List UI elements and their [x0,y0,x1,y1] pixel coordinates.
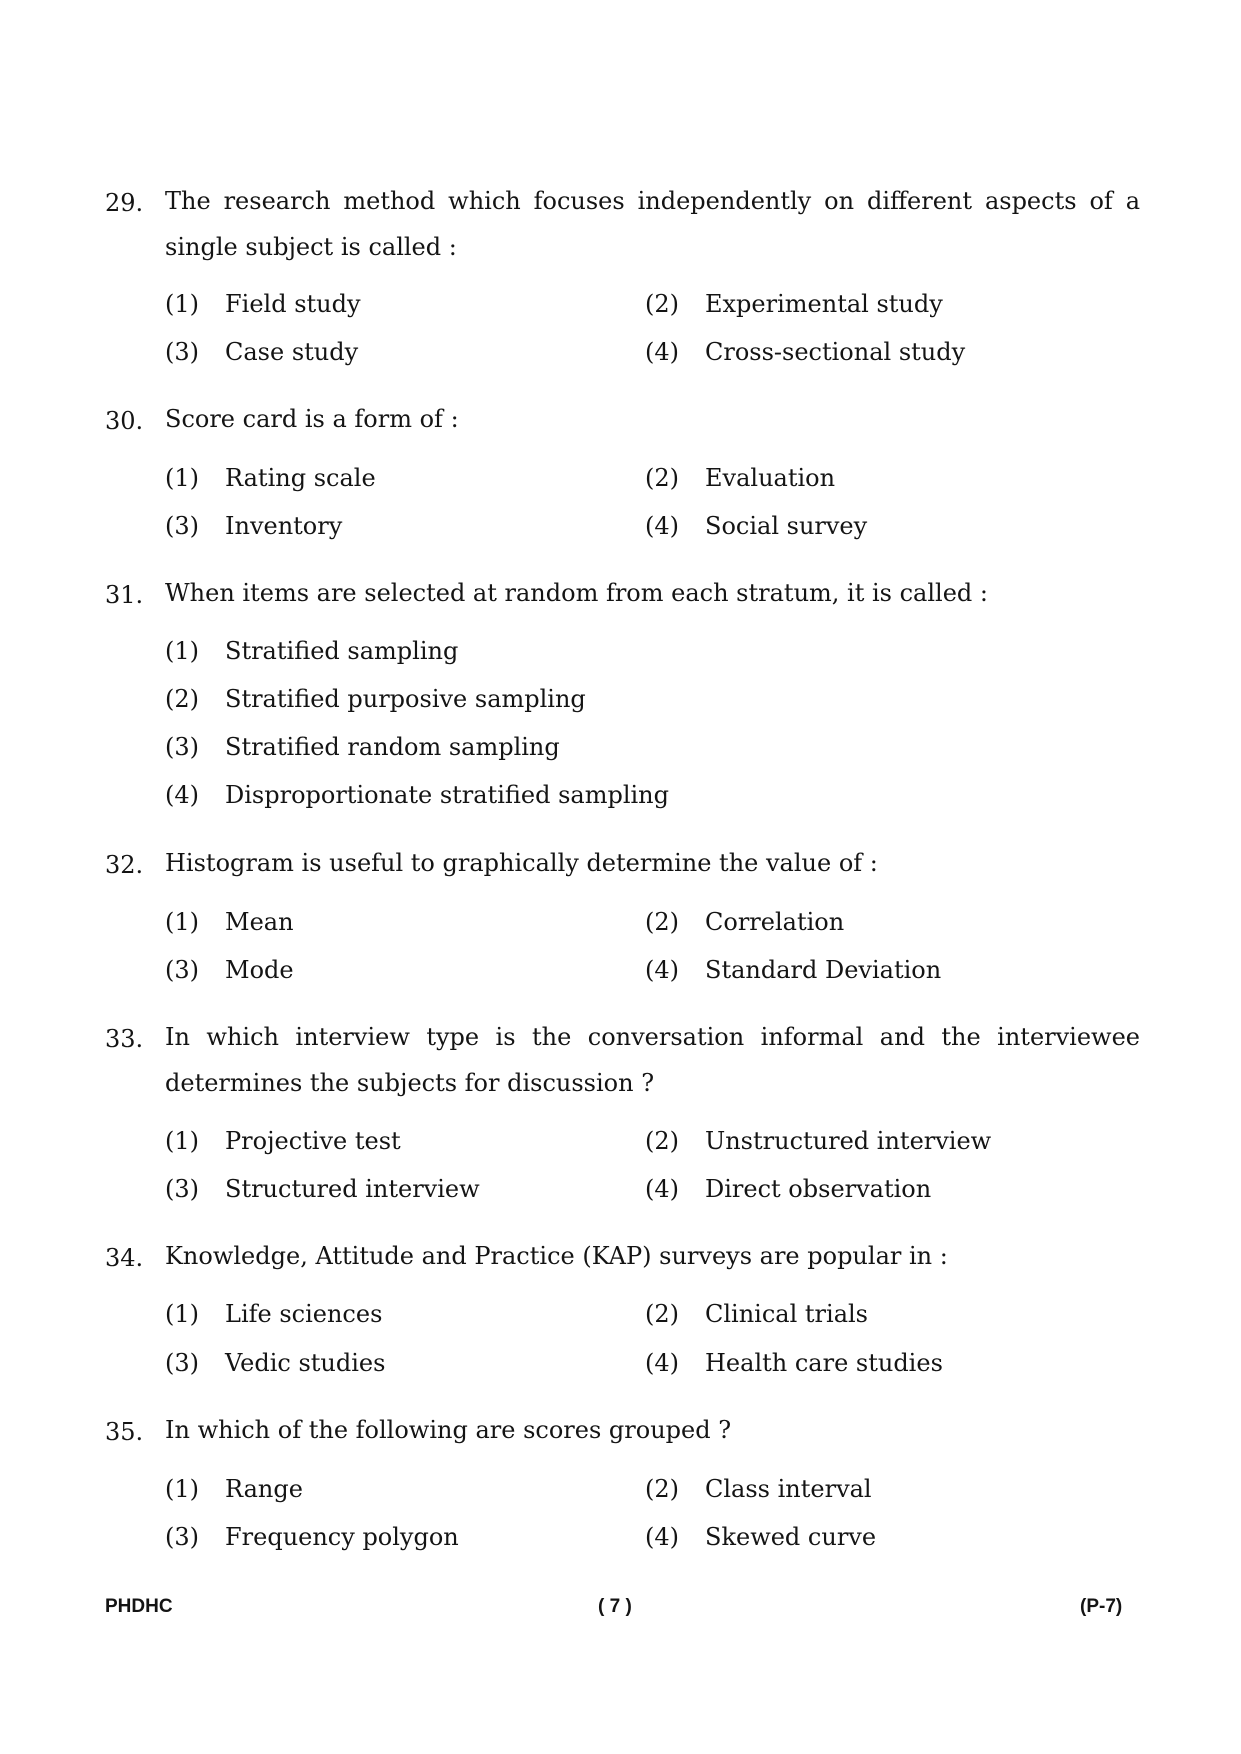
question-text: When items are selected at random from each stratum, it is called : [165,579,988,607]
page-code: (P-7) [1080,1596,1123,1617]
footer-code: PHDHC [105,1596,173,1617]
question-number: 35. [105,1418,144,1446]
question-text: Score card is a form of : [165,405,459,433]
question-number: 33. [105,1025,144,1053]
question-number: 29. [105,189,144,217]
question-number: 31. [105,581,144,609]
question-text: Knowledge, Attitude and Practice (KAP) surveys are popular in : [165,1242,948,1270]
question-text: In which interview type is the conversation informal and the interviewee determines the subjects for discussion ? [165,1023,1140,1097]
question-text: Histogram is useful to graphically determine the value of : [165,849,878,877]
question-number: 32. [105,851,144,879]
question-number: 34. [105,1244,144,1272]
page-number: ( 7 ) [598,1596,632,1617]
question-text: In which of the following are scores grouped ? [165,1416,732,1444]
question-text: The research method which focuses independently on different aspects of a single subject is called : [165,187,1140,261]
question-number: 30. [105,407,144,435]
